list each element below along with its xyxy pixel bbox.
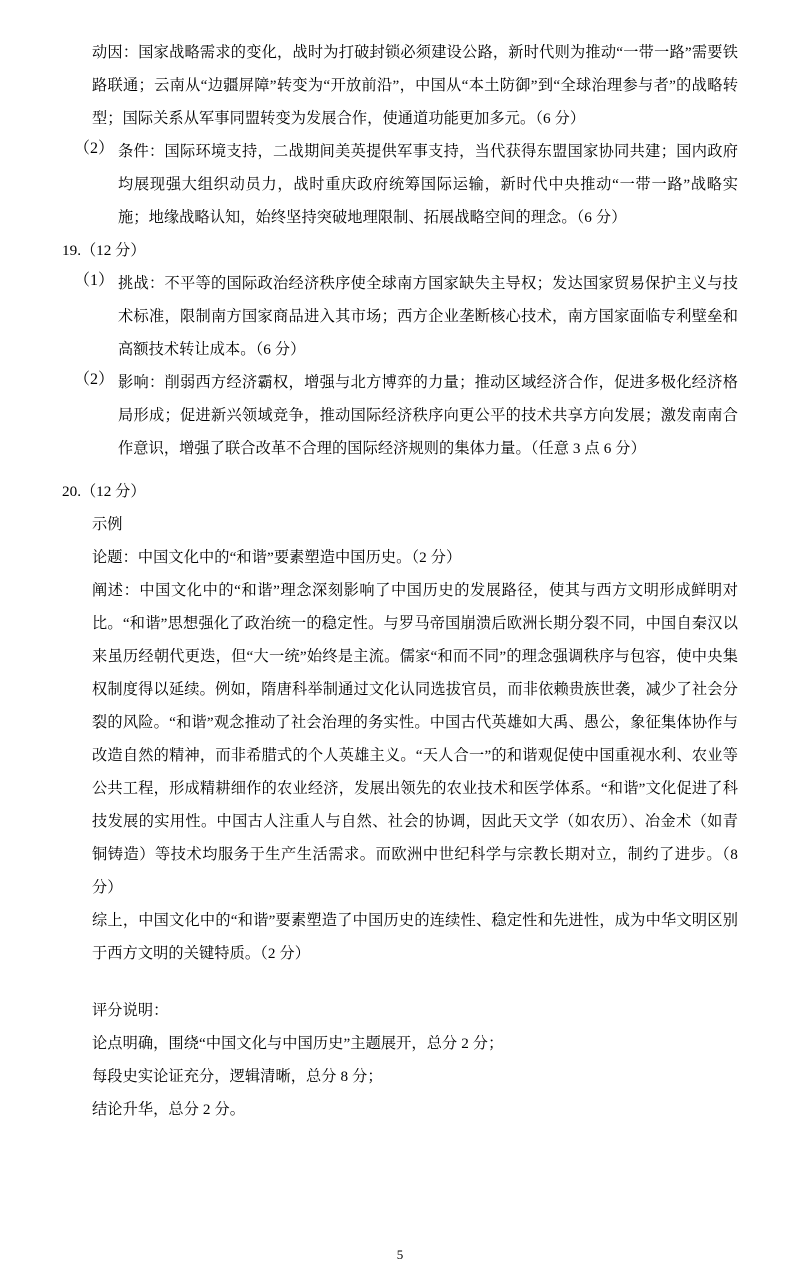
scoring-note-conclusion [62,1093,738,1126]
paragraph-text: 论点明确，围绕“中国文化与中国历史”主题展开，总分 2 分； [92,1035,504,1052]
spacer [62,465,738,475]
paragraph-text: 每段史实论证充分，逻辑清晰，总分 8 分； [92,1068,383,1085]
list-marker: （1） [74,272,115,289]
paragraph-text: 挑战：不平等的国际政治经济秩序使全球南方国家缺失主导权；发达国家贸易保护主义与技术标准，限制南方国家商品进入其市场；西方企业垄断核心技术，南方国家面临专利壁垒和高额技术转让成本。（6 分） [118,275,738,358]
paragraph-text: 阐述：中国文化中的“和谐”理念深刻影响了中国历史的发展路径，使其与西方文明形成鲜明对比。“和谐”思想强化了政治统一的稳定性。与罗马帝国崩溃后欧洲长期分裂不同，中国自秦汉以来虽历经朝代更迭，但“大一统”始终是主流。儒家“和而不同”的理念强调秩序与包容，使中央集权制度得以延续。例如，隋唐科举制通过文化认同选拔官员，而非依赖贵族世袭，减少了社会分裂的风险。“和谐”观念推动了社会治理的务实性。中国古代英雄如大禹、愚公，象征集体协作与改造自然的精神，而非希腊式的个人英雄主义。“天人合一”的和谐观促使中国重视水利、农业等公共工程，形成精耕细作的农业经济，发展出领先的农业技术和医学体系。“和谐”文化促进了科技发展的实用性。中国古人注重人与自然、社会的协调，因此天文学（如农历）、冶金术（如青铜铸造）等技术均服务于生产生活需求。而欧洲中世纪科学与宗教长期对立，制约了进步。（8 分） [92,582,738,896]
list-marker: （2） [74,371,115,388]
paragraph-text: 动因：国家战略需求的变化，战时为打破封锁必须建设公路，新时代则为推动“一带一路”需要铁路联通；云南从“边疆屏障”转变为“开放前沿”，中国从“本土防御”到“全球治理参与者”的战略转型；国际关系从军事同盟转变为发展合作，使通道功能更加多元。（6 分） [92,44,738,127]
answer-paragraph-18-2-conditions [62,135,738,234]
paragraph-text: 结论升华，总分 2 分。 [92,1101,246,1118]
paragraph-text: 示例 [92,516,123,533]
paragraph-text: 综上，中国文化中的“和谐”要素塑造了中国历史的连续性、稳定性和先进性，成为中华文明区别于西方文明的关键特质。（2 分） [92,912,738,962]
paragraph-text: 条件：国际环境支持，二战期间美英提供军事支持，当代获得东盟国家协同共建；国内政府均展现强大组织动员力，战时重庆政府统筹国际运输，新时代中央推动“一带一路”战略实施；地缘战略认知，始终坚持突破地理限制、拓展战略空间的理念。（6 分） [118,143,738,226]
scoring-notes-heading [62,994,738,1027]
elaboration-paragraph [62,574,738,904]
question-number-20 [62,475,738,508]
page-number: 5 [396,1247,404,1262]
scoring-note-evidence [62,1060,738,1093]
paragraph-text: 评分说明： [92,1002,169,1019]
paragraph-text: 论题：中国文化中的“和谐”要素塑造中国历史。（2 分） [92,549,462,566]
spacer [62,970,738,994]
list-marker: （2） [74,140,115,157]
example-heading [62,508,738,541]
answer-paragraph-19-1-challenge [62,267,738,366]
answer-paragraph-18-2-motivation [62,36,738,135]
answer-paragraph-19-2-impact [62,366,738,465]
conclusion-paragraph [62,904,738,970]
paragraph-text: 影响：削弱西方经济霸权，增强与北方博弈的力量；推动区域经济合作，促进多极化经济格局形成；促进新兴领域竞争，推动国际经济秩序向更公平的技术共享方向发展；激发南南合作意识，增强了联合改革不合理的国际经济规则的集体力量。（任意 3 点 6 分） [118,374,738,457]
thesis-paragraph [62,541,738,574]
question-number-label: 19.（12 分） [62,242,146,259]
question-number-19 [62,234,738,267]
question-number-label: 20.（12 分） [62,483,146,500]
scoring-note-thesis [62,1027,738,1060]
